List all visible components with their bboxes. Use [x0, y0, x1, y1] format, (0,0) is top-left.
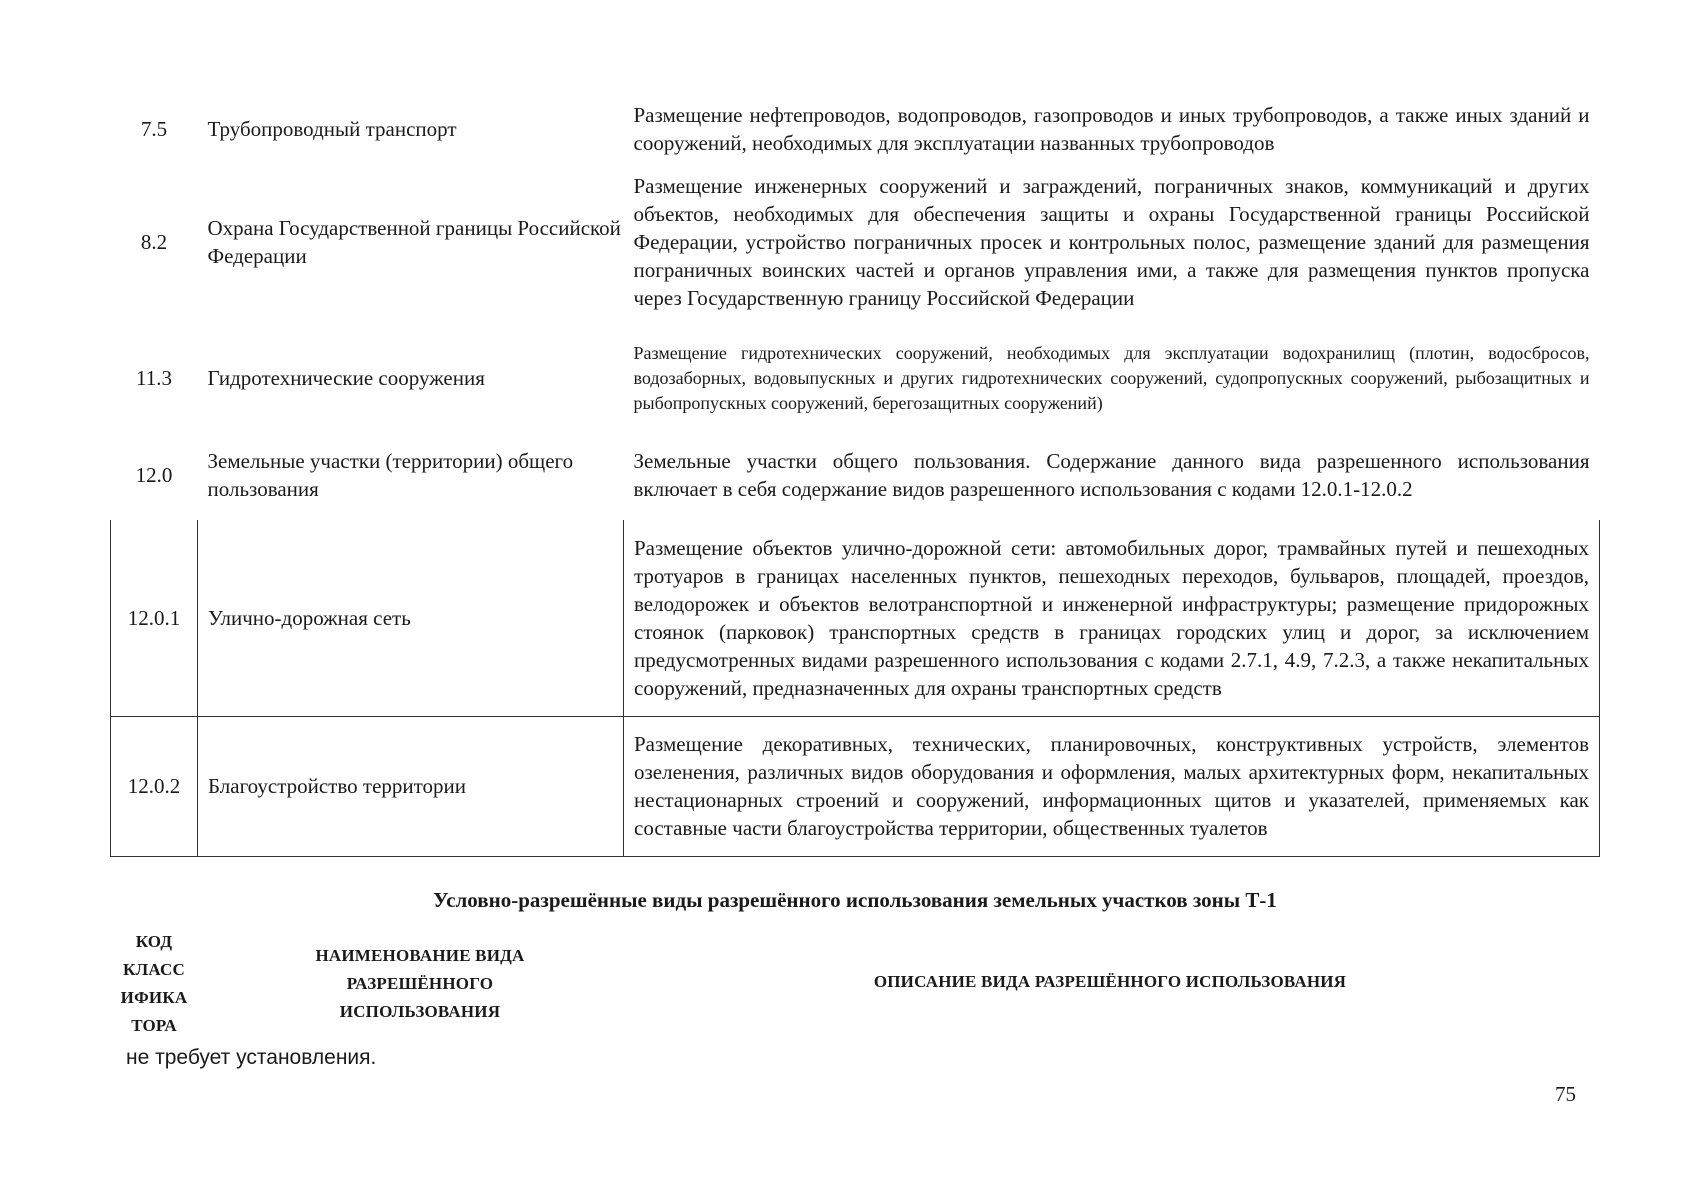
header-description-column: ОПИСАНИЕ ВИДА РАЗРЕШЁННОГО ИСПОЛЬЗОВАНИЯ — [873, 972, 1347, 991]
table-row — [111, 158, 1600, 326]
header-name-line: НАИМЕНОВАНИЕ ВИДА — [315, 946, 525, 965]
row-name: Трубопроводный транспорт — [207, 117, 457, 141]
header-code-column — [110, 928, 198, 1040]
land-use-table — [110, 100, 1600, 857]
row-code: 12.0.1 — [111, 520, 198, 716]
header-code-line: КЛАСС — [123, 960, 185, 979]
row-description: Размещение объектов улично-дорожной сети: автомобильных дорог, трамвайных путей и пешеходных тротуаров в границах населенных пунктов, пешеходных переходов, бульваров, площадей, проездов, велодорожек и объектов велотранспортной и инженерной инфраструктуры; размещение придорожных стоянок (парковок) транспортных средств в границах городских улиц и дорог, за исключением предусмотренных видами разрешенного использования с кодами 2.7.1, 4.9, 7.2.3, а также некапитальных сооружений, предназначенных для охраны транспортных средств — [624, 520, 1600, 716]
header-name-line: РАЗРЕШЁННОГО — [346, 974, 494, 993]
row-name: Охрана Государственной границы Российской Федерации — [207, 216, 621, 268]
row-name: Земельные участки (территории) общего пользования — [207, 449, 574, 501]
row-code: 7.5 — [140, 117, 168, 141]
section-title: Условно-разрешённые виды разрешённого использования земельных участков зоны Т-1 — [433, 888, 1277, 912]
table-row — [111, 100, 1600, 158]
row-name: Благоустройство территории — [198, 716, 624, 856]
header-code-line: КОД — [135, 932, 173, 951]
row-description: Земельные участки общего пользования. Содержание данного вида разрешенного использования включает в себя содержание видов разрешенного использования с кодами 12.0.1-12.0.2 — [633, 449, 1590, 501]
header-name-column — [290, 942, 550, 1026]
header-name-line: ИСПОЛЬЗОВАНИЯ — [339, 1002, 501, 1021]
row-code: 11.3 — [136, 366, 172, 390]
row-code: 12.0 — [135, 463, 173, 487]
table-row — [111, 430, 1600, 520]
row-name: Гидротехнические сооружения — [207, 366, 485, 390]
note-text: не требует установления. — [126, 1046, 377, 1069]
row-code: 8.2 — [140, 230, 168, 254]
table-row — [111, 716, 1600, 856]
header-code-line: ИФИКА — [120, 988, 188, 1007]
page-number: 75 — [1555, 1082, 1576, 1106]
row-code: 12.0.2 — [111, 716, 198, 856]
row-name: Улично-дорожная сеть — [198, 520, 624, 716]
header-code-line: ТОРА — [131, 1016, 177, 1035]
table-row — [111, 520, 1600, 716]
row-description: Размещение декоративных, технических, планировочных, конструктивных устройств, элементов озеленения, различных видов оборудования и оформления, малых архитектурных форм, некапитальных нестационарных строений и сооружений, информационных щитов и указателей, применяемых как составные части благоустройства территории, общественных туалетов — [624, 716, 1600, 856]
table-row — [111, 326, 1600, 430]
row-description: Размещение инженерных сооружений и заграждений, пограничных знаков, коммуникаций и других объектов, необходимых для обеспечения защиты и охраны Государственной границы Российской Федерации, устройство пограничных просек и контрольных полос, размещение зданий для размещения пограничных воинских частей и органов управления ими, а также для размещения пунктов пропуска через Государственную границу Российской Федерации — [633, 174, 1590, 310]
row-description: Размещение нефтепроводов, водопроводов, газопроводов и иных трубопроводов, а также иных зданий и сооружений, необходимых для эксплуатации названных трубопроводов — [633, 103, 1590, 155]
row-description: Размещение гидротехнических сооружений, необходимых для эксплуатации водохранилищ (плотин, водосбросов, водозаборных, водовыпускных и других гидротехнических сооружений, судопропускных сооружений, рыбозащитных и рыбопропускных сооружений, берегозащитных сооружений) — [633, 342, 1590, 413]
